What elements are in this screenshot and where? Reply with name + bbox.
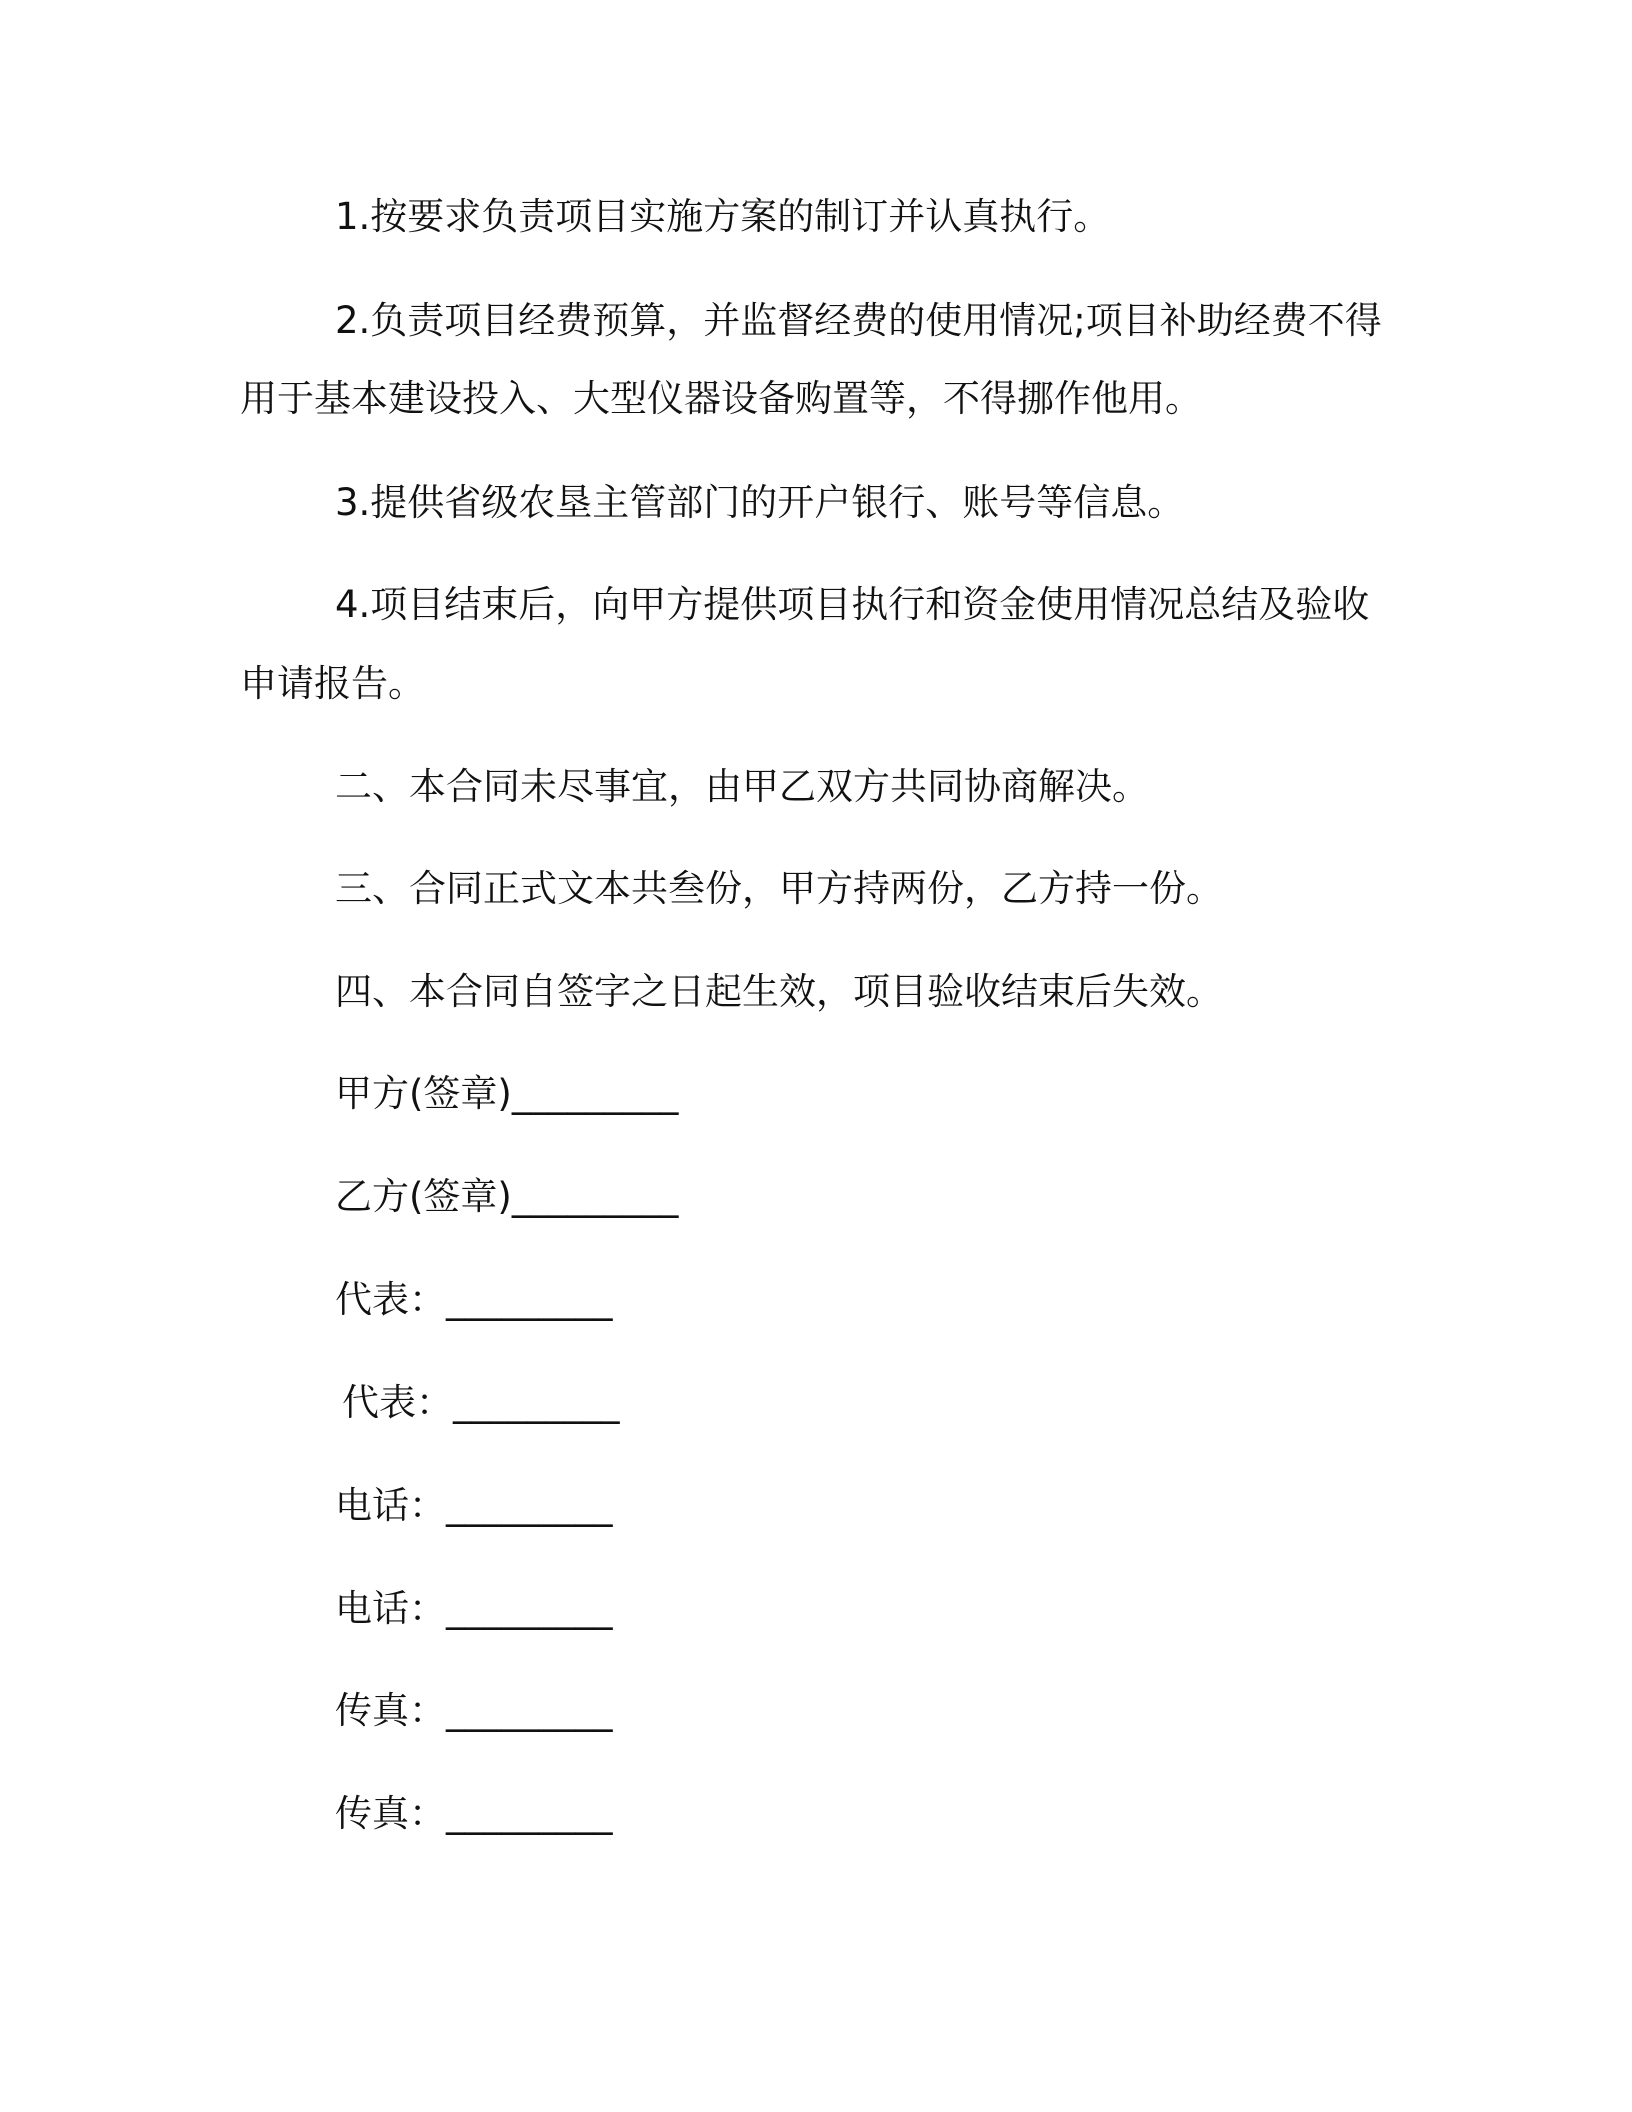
representative-line-a: 代表：_________ [335, 1278, 613, 1321]
clause-2-line-1: 2.负责项目经费预算，并监督经费的使用情况;项目补助经费不得 [335, 299, 1382, 342]
article-2: 二、本合同未尽事宜，由甲乙双方共同协商解决。 [335, 765, 1149, 808]
phone-line-b: 电话：_________ [335, 1587, 613, 1630]
party-a-signature-line: 甲方(签章)_________ [335, 1072, 679, 1115]
article-4: 四、本合同自签字之日起生效，项目验收结束后失效。 [335, 970, 1223, 1013]
clause-4-line-1: 4.项目结束后，向甲方提供项目执行和资金使用情况总结及验收 [335, 583, 1370, 626]
party-b-signature-line: 乙方(签章)_________ [335, 1175, 679, 1218]
fax-line-b: 传真：_________ [335, 1792, 613, 1835]
article-3: 三、合同正式文本共叁份，甲方持两份，乙方持一份。 [335, 867, 1223, 910]
representative-line-b: 代表：_________ [342, 1381, 620, 1424]
clause-4-line-2: 申请报告。 [240, 662, 425, 705]
clause-3: 3.提供省级农垦主管部门的开户银行、账号等信息。 [335, 481, 1185, 524]
clause-2-line-2: 用于基本建设投入、大型仪器设备购置等，不得挪作他用。 [240, 377, 1202, 420]
fax-line-a: 传真：_________ [335, 1689, 613, 1732]
phone-line-a: 电话：_________ [335, 1484, 613, 1527]
clause-1: 1.按要求负责项目实施方案的制订并认真执行。 [335, 195, 1111, 238]
